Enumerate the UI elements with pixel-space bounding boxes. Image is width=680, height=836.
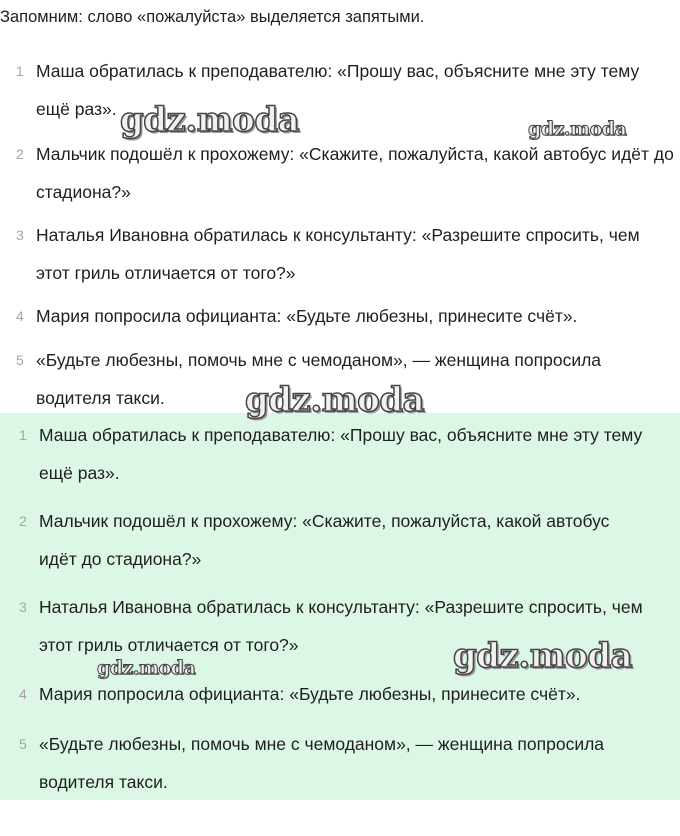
item-number: 4	[19, 686, 27, 702]
task-item	[16, 52, 672, 128]
answer-item	[19, 502, 649, 578]
task-item	[16, 135, 680, 211]
answer-item	[19, 675, 675, 713]
answer-item	[19, 588, 680, 664]
item-text: Мария попросила официанта: «Будьте любезны, принесите счёт».	[39, 684, 581, 704]
item-number: 1	[16, 63, 24, 79]
watermark: gdz.moda	[120, 100, 300, 140]
watermark: gdz.moda	[528, 118, 627, 140]
watermark: gdz.moda	[245, 380, 425, 420]
item-text: Наталья Ивановна обратилась к консультанту: «Разрешите спросить, чем этот гриль отличается от того?»	[39, 597, 643, 655]
item-number: 1	[19, 427, 27, 443]
answer-block	[0, 413, 680, 800]
task-item	[16, 341, 646, 417]
item-text: Маша обратилась к преподавателю: «Прошу вас, объясните мне эту тему ещё раз».	[39, 425, 643, 483]
item-text: Наталья Ивановна обратилась к консультанту: «Разрешите спросить, чем этот гриль отличается от того?»	[36, 225, 640, 283]
item-text: Мальчик подошёл к прохожему: «Скажите, пожалуйста, какой автобус идёт до стадиона?»	[39, 511, 610, 569]
item-text: «Будьте любезны, помочь мне с чемоданом», — женщина попросила водителя такси.	[39, 734, 605, 792]
item-number: 3	[16, 227, 24, 243]
item-text: Маша обратилась к преподавателю: «Прошу вас, объясните мне эту тему ещё раз».	[36, 61, 640, 119]
task-item	[16, 216, 672, 292]
item-number: 3	[19, 599, 27, 615]
item-number: 5	[19, 736, 27, 752]
task-item	[16, 297, 672, 335]
watermark: gdz.moda	[97, 657, 196, 679]
item-text: Мальчик подошёл к прохожему: «Скажите, пожалуйста, какой автобус идёт до стадиона?»	[36, 144, 674, 202]
intro-text: Запомним: слово «пожалуйста» выделяется запятыми.	[0, 8, 425, 26]
item-number: 2	[16, 146, 24, 162]
item-number: 4	[16, 308, 24, 324]
item-number: 2	[19, 513, 27, 529]
item-text: Мария попросила официанта: «Будьте любезны, принесите счёт».	[36, 306, 578, 326]
item-text: «Будьте любезны, помочь мне с чемоданом», — женщина попросила водителя такси.	[36, 350, 602, 408]
watermark: gdz.moda	[453, 636, 633, 676]
item-number: 5	[16, 352, 24, 368]
answer-item	[19, 725, 680, 801]
answer-item	[19, 416, 669, 492]
